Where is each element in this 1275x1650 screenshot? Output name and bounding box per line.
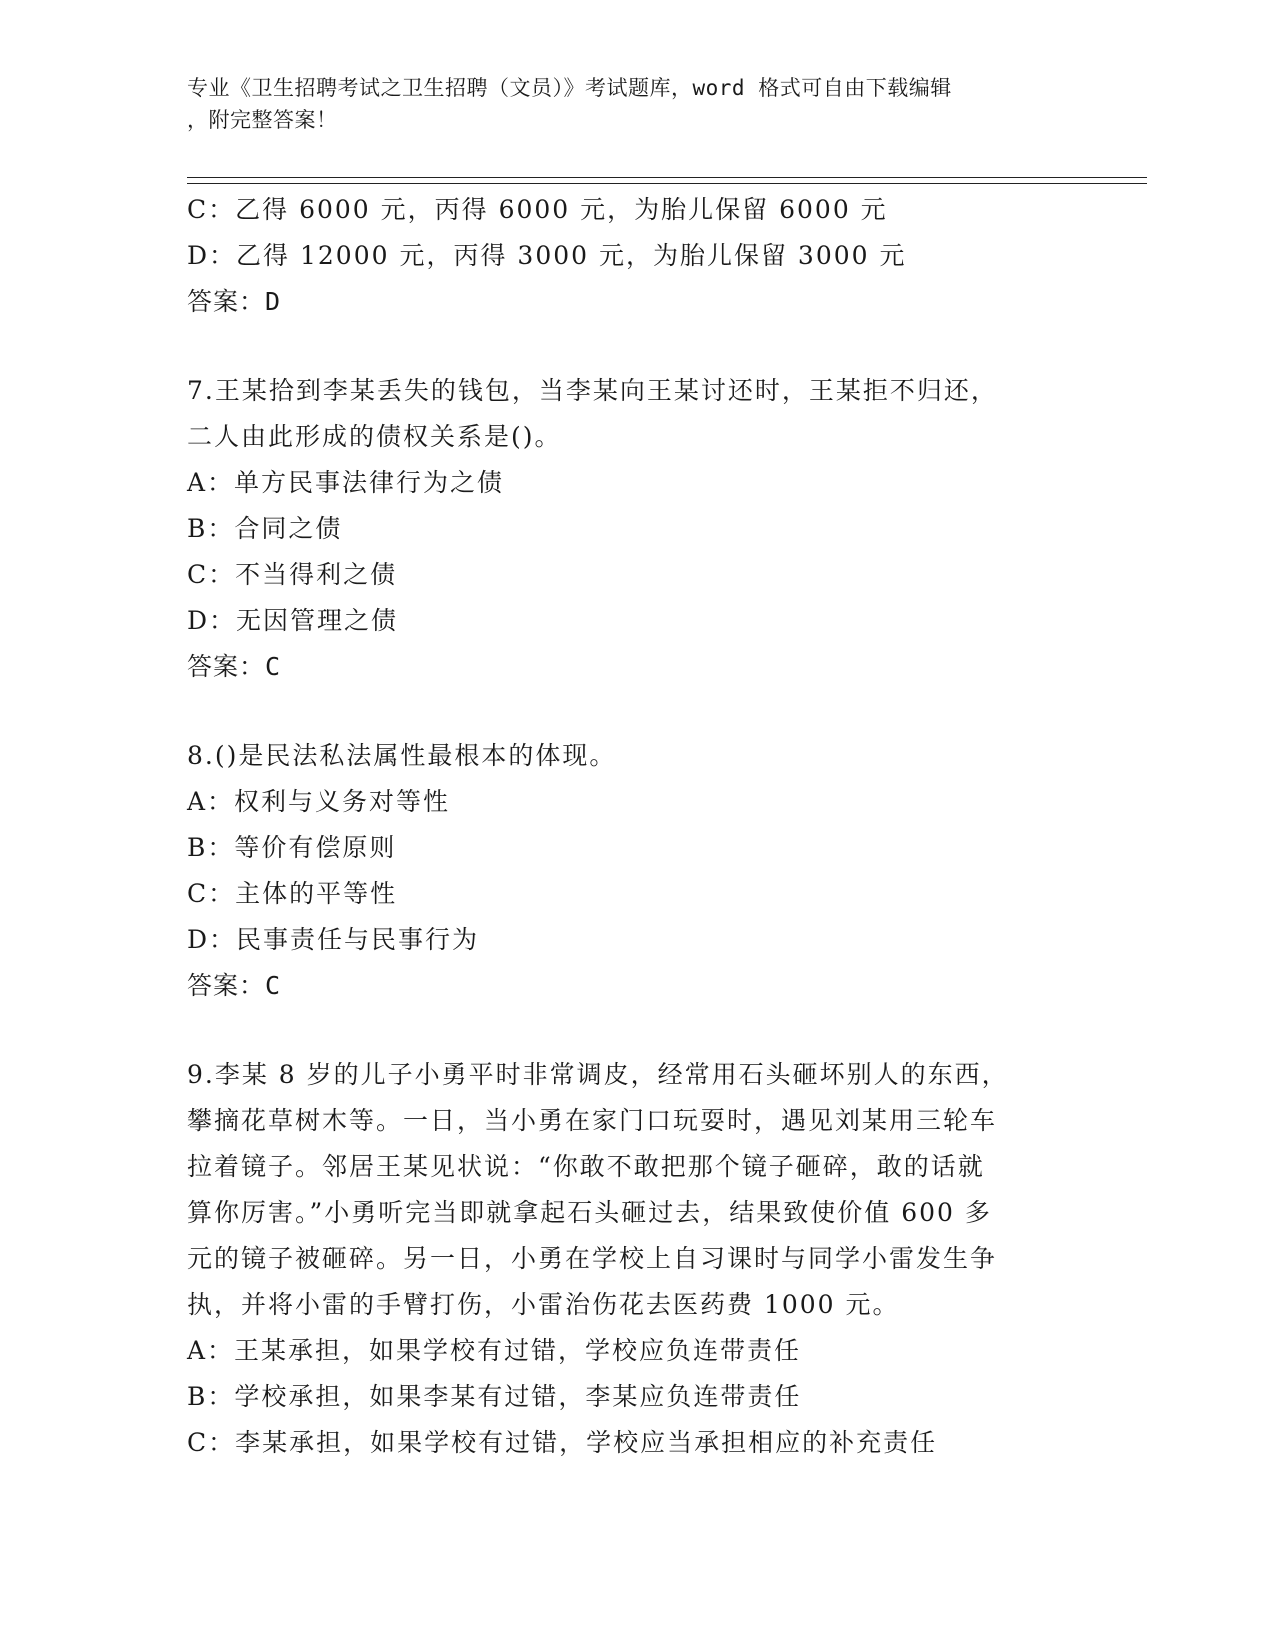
- question-stem: 9.李某 8 岁的儿子小勇平时非常调皮，经常用石头砸坏别人的东西，: [187, 1060, 1009, 1089]
- question-block: [187, 187, 1087, 325]
- answer-line: 答案：D: [187, 287, 282, 316]
- option-c: C：主体的平等性: [187, 879, 398, 908]
- spacer: [187, 690, 1087, 733]
- option-a: A：王某承担，如果学校有过错，学校应负连带责任: [187, 1336, 802, 1365]
- option-d: D：乙得 12000 元，丙得 3000 元，为胎儿保留 3000 元: [187, 241, 907, 270]
- question-block: [187, 368, 1087, 690]
- question-stem: 执，并将小雷的手臂打伤，小雷治伤花去医药费 1000 元。: [187, 1290, 900, 1319]
- header-divider: [187, 183, 1147, 184]
- spacer: [187, 1009, 1087, 1052]
- question-list: [187, 187, 1087, 1466]
- option-c: C：乙得 6000 元，丙得 6000 元，为胎儿保留 6000 元: [187, 195, 888, 224]
- question-stem: 7.王某拾到李某丢失的钱包，当李某向王某讨还时，王某拒不归还，: [187, 376, 998, 405]
- answer-line: 答案：C: [187, 652, 282, 681]
- header-title-line: ，附完整答案！: [187, 108, 338, 132]
- spacer: [187, 325, 1087, 368]
- option-a: A：权利与义务对等性: [187, 787, 451, 816]
- option-c: C：李某承担，如果学校有过错，学校应当承担相应的补充责任: [187, 1428, 938, 1457]
- option-b: B：合同之债: [187, 514, 343, 543]
- option-d: D：民事责任与民事行为: [187, 925, 480, 954]
- question-block: [187, 733, 1087, 1009]
- question-stem: 攀摘花草树木等。一日，当小勇在家门口玩耍时，遇见刘某用三轮车: [187, 1106, 998, 1135]
- header-title-line: 专业《卫生招聘考试之卫生招聘（文员）》考试题库，word 格式可自由下载编辑: [187, 76, 952, 100]
- option-b: B：学校承担，如果李某有过错，李某应负连带责任: [187, 1382, 802, 1411]
- answer-line: 答案：C: [187, 971, 282, 1000]
- option-a: A：单方民事法律行为之债: [187, 468, 505, 497]
- option-b: B：等价有偿原则: [187, 833, 397, 862]
- option-d: D：无因管理之债: [187, 606, 399, 635]
- document-header: [187, 72, 1067, 136]
- question-stem: 元的镜子被砸碎。另一日，小勇在学校上自习课时与同学小雷发生争: [187, 1244, 998, 1273]
- question-stem: 二人由此形成的债权关系是()。: [187, 422, 562, 451]
- question-block: [187, 1052, 1087, 1466]
- question-stem: 算你厉害。”小勇听完当即就拿起石头砸过去，结果致使价值 600 多: [187, 1198, 992, 1227]
- option-c: C：不当得利之债: [187, 560, 398, 589]
- header-divider: [187, 177, 1147, 178]
- question-stem: 8.()是民法私法属性最根本的体现。: [187, 741, 617, 770]
- question-stem: 拉着镜子。邻居王某见状说：“你敢不敢把那个镜子砸碎，敢的话就: [187, 1152, 985, 1181]
